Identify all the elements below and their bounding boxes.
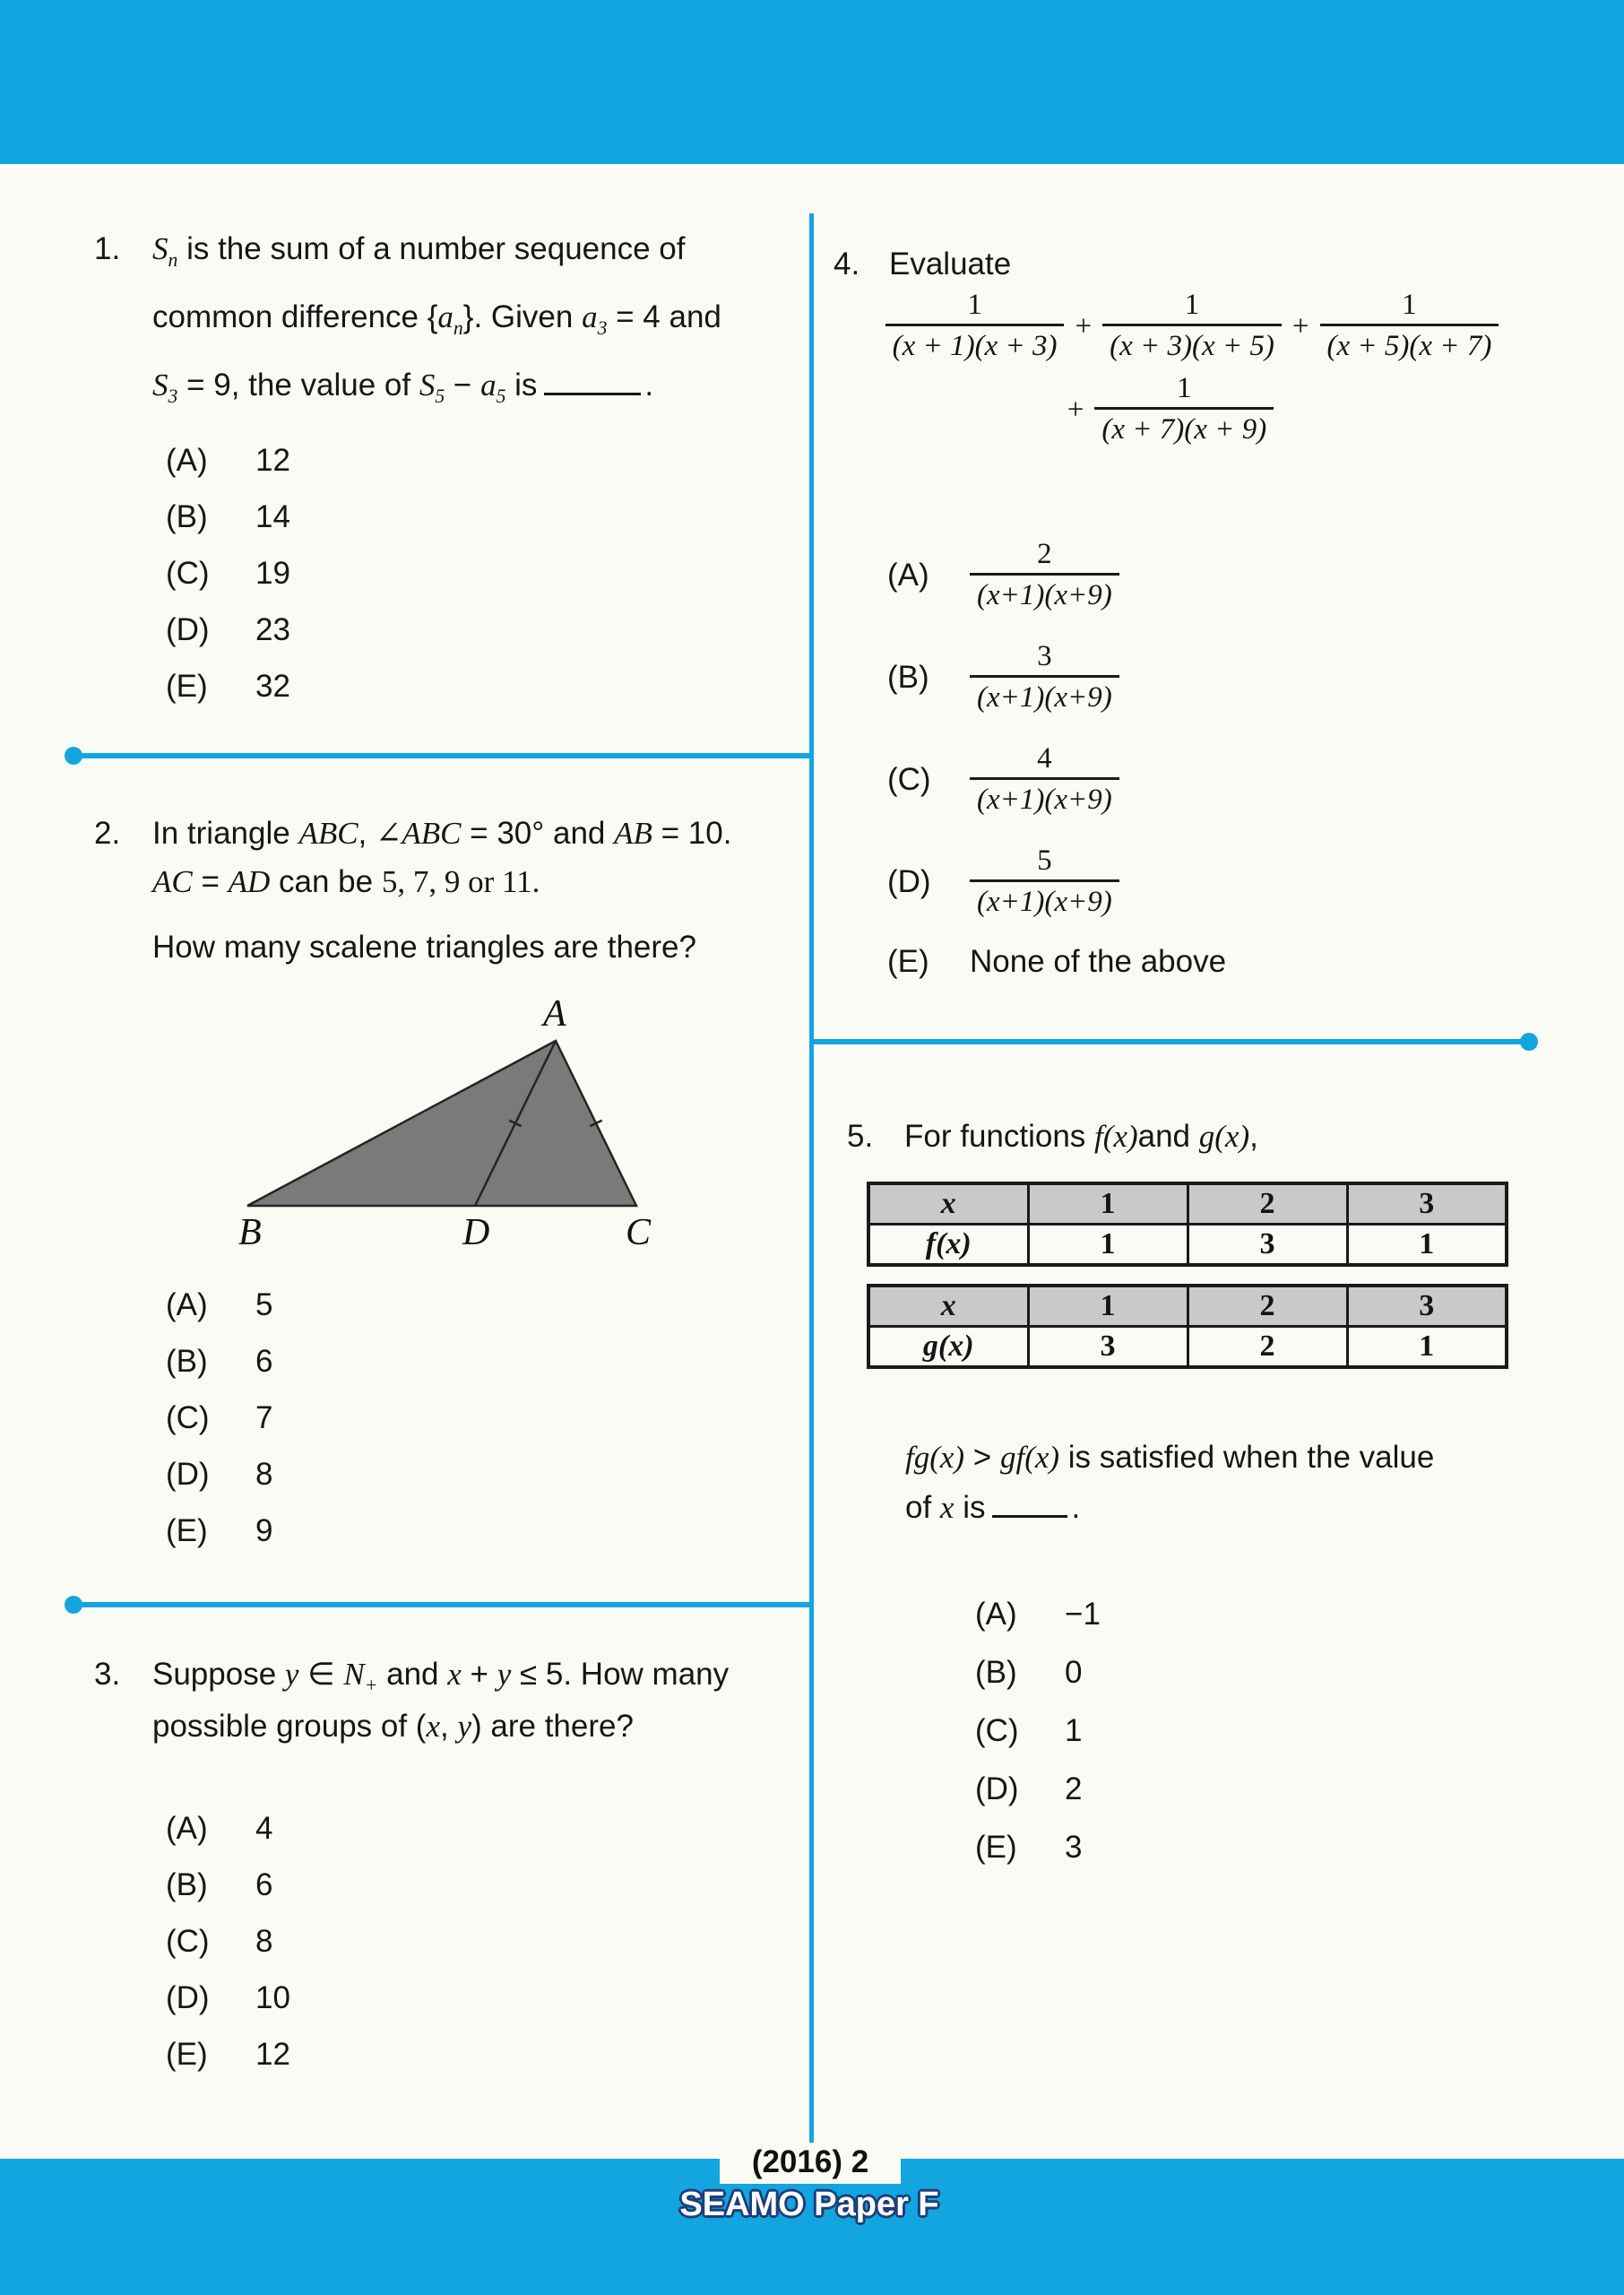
q4-expression [838,287,1546,449]
option-fraction: $\frac{3}{(x+1)(x+9)}$ [970,638,1119,717]
answer-blank [544,363,641,395]
plus-sign: + [1067,393,1084,426]
q5-statement [905,1433,1434,1533]
option-value: 2 [1065,1771,1083,1806]
section-divider [811,1039,1529,1044]
option-label: (A) [887,558,929,593]
q5-statement-line-2: of x is . [905,1483,1434,1533]
option-row [166,1390,272,1446]
question-3-number: 3. [94,1657,121,1692]
fraction: $\frac{1}{(x + 1)(x + 3)}$ [885,287,1065,366]
option-row [166,545,290,602]
option-value: 12 [255,443,290,478]
table-fx-value-row [868,1225,1507,1266]
vertex-label-c: C [626,1212,652,1253]
question-4 [834,244,1604,285]
triangle-abc [247,1041,636,1206]
option-label: (E) [166,2037,208,2072]
option-value: 7 [255,1400,273,1435]
q3-line-1: Suppose y ∈ $N_+$ and x + y ≤ 5. How many [152,1657,730,1696]
option-label: (C) [975,1713,1019,1748]
table-gx [867,1284,1508,1369]
option-label: (D) [975,1771,1019,1806]
answer-blank [992,1485,1067,1518]
table-fx-header-row [868,1183,1507,1225]
table-cell: x [868,1286,1028,1327]
q1-line-1: $S_n$ is the sum of a number sequence of [152,231,686,271]
option-label: (E) [975,1830,1017,1865]
option-label: (D) [887,864,931,899]
divider-dot [65,747,82,765]
divider-dot [65,1596,82,1614]
table-cell: 1 [1028,1286,1188,1327]
q2-line-1: In triangle ABC, ∠ABC = 30° and AB = 10. [152,816,732,851]
option-label: (C) [166,1924,210,1959]
table-cell: 3 [1188,1225,1347,1266]
option-row [166,1970,290,2026]
option-row [975,1643,1101,1702]
option-row [887,729,1226,831]
option-label: (E) [166,1513,208,1548]
option-row [975,1585,1101,1643]
question-1-number: 1. [94,231,121,266]
table-cell: 3 [1347,1286,1507,1327]
question-2 [94,810,811,906]
option-value: 12 [255,2037,290,2072]
table-cell: x [868,1183,1028,1225]
option-value: 5 [255,1287,273,1322]
option-value: 1 [1065,1713,1083,1748]
option-row [887,627,1226,729]
table-cell: 2 [1188,1327,1347,1368]
table-cell: 1 [1347,1225,1507,1266]
center-column-divider [809,213,814,2143]
option-value: 14 [255,499,290,534]
option-value: 4 [255,1811,273,1846]
question-2-text [152,810,811,906]
option-fraction: $\frac{4}{(x+1)(x+9)}$ [970,740,1119,819]
question-2-number: 2. [94,816,121,851]
question-5 [847,1116,1600,1157]
triangle-figure [226,988,687,1257]
option-value: None of the above [970,944,1227,979]
option-row [166,602,290,658]
option-value: 32 [255,669,290,704]
option-label: (B) [166,499,208,534]
option-value: 19 [255,556,290,591]
option-label: (B) [975,1655,1017,1690]
option-value: 6 [255,1867,273,1902]
question-4-number: 4. [834,247,860,281]
option-label: (C) [887,762,931,797]
section-divider [73,1602,811,1607]
q4-expression-row-2 [811,370,1519,449]
table-cell: 1 [1347,1327,1507,1368]
divider-dot [1520,1033,1538,1051]
question-1 [94,221,811,425]
table-fx [867,1182,1508,1267]
option-row [887,933,1226,991]
question-4-options [887,524,1226,991]
question-2-prompt: How many scalene triangles are there? [152,930,696,965]
option-fraction: $\frac{2}{(x+1)(x+9)}$ [970,536,1119,615]
fraction: $\frac{1}{(x + 7)(x + 9)}$ [1094,370,1274,449]
question-3 [94,1654,811,1747]
table-cell: f(x) [868,1225,1028,1266]
option-label: (B) [166,1867,208,1902]
option-label: (D) [166,1457,210,1492]
option-label: (D) [166,612,210,647]
option-row [975,1702,1101,1760]
option-value: 8 [255,1924,273,1959]
table-cell: 2 [1188,1286,1347,1327]
option-value: 9 [255,1513,273,1548]
section-divider [73,753,811,758]
q5-statement-line-1: fg(x) > gf(x) is satisfied when the value [905,1440,1435,1475]
option-value: 23 [255,612,290,647]
page-number: (2016) 2 [751,2144,869,2179]
table-cell: 1 [1028,1183,1188,1225]
q1-line-2: common difference $\{a_n\}$. Given $a_3 = 4$ and [152,299,721,339]
table-cell: g(x) [868,1327,1028,1368]
option-row [975,1760,1101,1818]
option-label: (D) [166,1980,210,2015]
question-3-text [152,1654,811,1747]
option-value: −1 [1065,1597,1101,1632]
table-gx-value-row [868,1327,1507,1368]
option-value: 8 [255,1457,273,1492]
option-label: (B) [166,1344,208,1379]
plus-sign: + [1291,309,1309,342]
question-3-options [166,1800,290,2083]
q4-expression-row-1 [838,287,1546,366]
fraction: $\frac{1}{(x + 3)(x + 5)}$ [1102,287,1282,366]
option-row [166,1913,290,1970]
table-cell: 2 [1188,1183,1347,1225]
option-value: 0 [1065,1655,1083,1690]
header-band [0,0,1624,164]
option-label: (C) [166,1400,210,1435]
vertex-label-b: B [238,1212,262,1253]
option-label: (E) [166,669,208,704]
option-row [166,658,290,714]
fraction: $\frac{1}{(x + 5)(x + 7)}$ [1320,287,1499,366]
option-value: 6 [255,1344,273,1379]
table-cell: 3 [1028,1327,1188,1368]
option-label: (B) [887,660,929,695]
option-row [975,1818,1101,1876]
option-row [166,2026,290,2083]
option-value: 10 [255,1980,290,2015]
option-row [166,1857,290,1913]
option-value: 3 [1065,1830,1083,1865]
option-label: (C) [166,556,210,591]
option-label: (A) [166,443,208,478]
option-row [166,1277,272,1333]
vertex-label-d: D [462,1212,490,1253]
paper-title: SEAMO Paper F [679,2186,939,2223]
question-5-text: For functions f(x)and g(x), [904,1119,1258,1154]
question-4-title: Evaluate [889,247,1012,281]
option-row [166,489,290,545]
option-label: (A) [975,1597,1017,1632]
option-row [166,1800,290,1857]
option-row [166,1446,272,1503]
question-5-number: 5. [847,1119,874,1154]
option-label: (E) [887,944,929,979]
option-row [887,524,1226,627]
q3-line-2: possible groups of (x, y) are there? [152,1709,634,1744]
option-row [166,1503,272,1559]
question-1-options [166,432,290,714]
q2-line-2: AC = AD can be 5, 7, 9 or 11. [152,864,540,899]
table-cell: 3 [1347,1183,1507,1225]
option-label: (A) [166,1287,208,1322]
option-row [166,1333,272,1390]
question-5-options [975,1585,1101,1876]
question-2-options [166,1277,272,1559]
option-label: (A) [166,1811,208,1846]
table-cell: 1 [1028,1225,1188,1266]
plus-sign: + [1075,309,1093,342]
question-1-text [152,221,811,425]
q1-line-3: $S_3 = 9$, the value of $S_5 - a_5$ is . [152,357,811,425]
vertex-label-a: A [543,993,566,1035]
option-row [166,432,290,489]
option-row [887,831,1226,933]
table-gx-header-row [868,1286,1507,1327]
option-fraction: $\frac{5}{(x+1)(x+9)}$ [970,843,1119,922]
